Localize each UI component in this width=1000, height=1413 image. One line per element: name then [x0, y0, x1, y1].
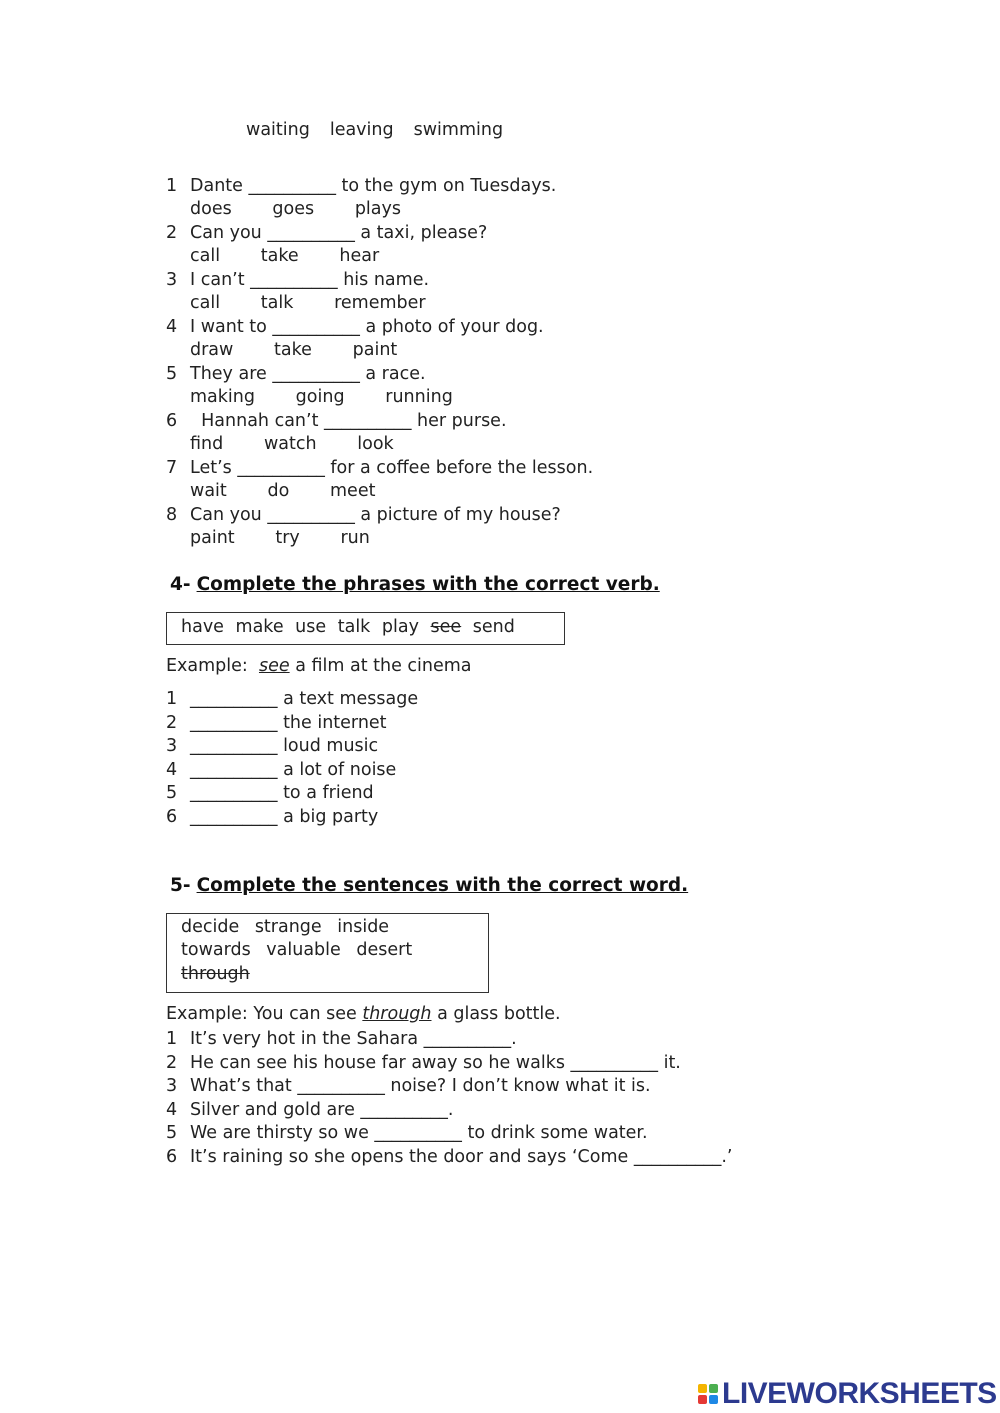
question-number: 1 [166, 1029, 178, 1049]
question-text: Can you __________ a taxi, please? [190, 223, 488, 243]
question-text: Can you __________ a picture of my house? [190, 505, 561, 525]
answer-option: take [260, 246, 299, 266]
answer-option: plays [354, 199, 401, 219]
question-line [166, 456, 593, 480]
question-text: __________ to a friend [190, 783, 374, 803]
question-line [166, 409, 507, 433]
answer-option: hear [339, 246, 380, 266]
question-line [166, 805, 378, 829]
answer-options [190, 291, 426, 315]
word-box-word: strange [254, 917, 322, 937]
answer-option: draw [190, 340, 234, 360]
struck-word: through [181, 964, 250, 984]
question-text: __________ the internet [190, 712, 387, 733]
answer-option: do [267, 481, 290, 501]
section-title: Complete the sentences with the correct word. [196, 875, 689, 896]
answer-option: find [190, 434, 224, 454]
question-text: __________ a lot of noise [190, 759, 397, 780]
question-text: I can’t __________ his name. [190, 270, 430, 290]
word-box-word: talk [337, 617, 371, 637]
question-line [166, 1121, 648, 1145]
answer-options [190, 479, 375, 503]
question-number: 6 [166, 806, 178, 827]
question-number: 2 [166, 223, 178, 243]
question-text: They are __________ a race. [190, 364, 426, 384]
word-box-word: use [295, 617, 327, 637]
answer-option: try [275, 528, 300, 548]
example-line [166, 1004, 561, 1024]
answer-option: running [385, 387, 453, 407]
question-number: 3 [166, 270, 178, 290]
liveworksheets-logo [698, 1378, 997, 1410]
example-answer: see [258, 656, 290, 676]
question-line [166, 174, 556, 198]
question-line [166, 268, 429, 292]
answer-options [190, 338, 397, 362]
question-text: It’s very hot in the Sahara __________. [190, 1029, 517, 1049]
word-box-row [181, 940, 412, 960]
question-number: 2 [166, 1052, 178, 1073]
question-line [166, 711, 387, 735]
answer-option: wait [190, 481, 227, 501]
answer-option: take [274, 340, 312, 360]
answer-option: look [357, 434, 394, 454]
answer-option: remember [334, 293, 426, 313]
answer-option: call [190, 246, 221, 266]
answer-option: paint [352, 340, 398, 360]
answer-options [190, 197, 401, 221]
example-text: a glass bottle. [437, 1004, 561, 1024]
word-box [166, 913, 489, 993]
answer-options [190, 432, 394, 456]
question-line [166, 1051, 681, 1075]
example-answer: through [362, 1004, 432, 1024]
question-text: We are thirsty so we __________ to drink some water. [190, 1123, 648, 1143]
question-text: __________ loud music [190, 736, 379, 756]
section-number: 5- [170, 875, 191, 896]
top-option: swimming [413, 120, 504, 140]
logo-grid-icon [698, 1384, 718, 1404]
question-line [166, 315, 544, 339]
question-number: 8 [166, 505, 178, 525]
word-box-word: have [181, 617, 224, 637]
answer-option: run [340, 528, 370, 548]
question-number: 1 [166, 176, 178, 196]
word-box [166, 612, 565, 645]
question-text: Hannah can’t __________ her purse. [190, 411, 507, 431]
question-number: 3 [166, 736, 178, 756]
question-text: I want to __________ a photo of your dog. [190, 317, 544, 337]
answer-option: talk [260, 293, 294, 313]
question-line [166, 362, 426, 386]
section-5-heading [170, 875, 688, 896]
word-box-word: desert [356, 940, 413, 960]
logo-text: LIVEWORKSHEETS [722, 1377, 997, 1410]
question-number: 4 [166, 1099, 178, 1120]
word-box-word: towards [181, 940, 251, 960]
answer-option: going [295, 387, 345, 407]
question-text: Silver and gold are __________. [190, 1099, 454, 1120]
question-text: It’s raining so she opens the door and says ‘Come __________.’ [190, 1146, 733, 1167]
question-text: What’s that __________ noise? I don’t know what it is. [190, 1076, 651, 1096]
question-text: __________ a text message [190, 689, 419, 709]
question-line [166, 503, 561, 527]
question-number: 1 [166, 689, 178, 709]
question-number: 6 [166, 411, 178, 431]
word-box-word: see [430, 617, 462, 637]
question-line [166, 734, 378, 758]
word-box-row [181, 917, 389, 937]
answer-option: meet [330, 481, 376, 501]
question-text: He can see his house far away so he walks __________ it. [190, 1052, 681, 1073]
question-line [166, 1074, 651, 1098]
top-option: waiting [246, 120, 310, 140]
question-line [166, 1098, 453, 1122]
question-number: 7 [166, 458, 178, 478]
word-box-word: send [472, 617, 515, 637]
answer-options [190, 385, 453, 409]
example-text: a film at the cinema [295, 656, 472, 676]
section-number: 4- [170, 574, 191, 595]
question-line [166, 221, 487, 245]
question-number: 5 [166, 364, 178, 384]
word-box-words [181, 617, 515, 637]
question-line [166, 1145, 732, 1169]
question-text: __________ a big party [190, 806, 379, 827]
question-line [166, 781, 374, 805]
answer-options [190, 244, 379, 268]
top-option: leaving [329, 120, 394, 140]
question-number: 5 [166, 1123, 178, 1143]
section-title: Complete the phrases with the correct verb. [196, 574, 660, 595]
question-line [166, 687, 418, 711]
answer-option: paint [190, 528, 235, 548]
answer-option: making [190, 387, 255, 407]
question-line [166, 1027, 517, 1051]
word-box-word: make [235, 617, 284, 637]
example-label: Example: [166, 656, 248, 676]
example-label: Example: You can see [166, 1004, 357, 1024]
answer-option: watch [263, 434, 317, 454]
answer-options [190, 526, 370, 550]
answer-option: call [190, 293, 221, 313]
top-word-options [246, 120, 503, 140]
answer-option: does [190, 199, 232, 219]
word-box-row [181, 964, 250, 984]
word-box-word: inside [337, 917, 390, 937]
question-number: 5 [166, 783, 178, 803]
question-number: 4 [166, 317, 178, 337]
word-box-word: valuable [266, 940, 341, 960]
example-line [166, 656, 472, 676]
question-line [166, 758, 396, 782]
answer-option: goes [272, 199, 315, 219]
section-4-heading [170, 574, 660, 595]
question-text: Dante __________ to the gym on Tuesdays. [190, 176, 557, 196]
word-box-word: decide [181, 917, 240, 937]
question-number: 3 [166, 1076, 178, 1096]
question-number: 6 [166, 1146, 178, 1167]
question-number: 4 [166, 759, 178, 780]
question-text: Let’s __________ for a coffee before the lesson. [190, 458, 594, 478]
question-number: 2 [166, 712, 178, 733]
word-box-word: play [381, 617, 419, 637]
